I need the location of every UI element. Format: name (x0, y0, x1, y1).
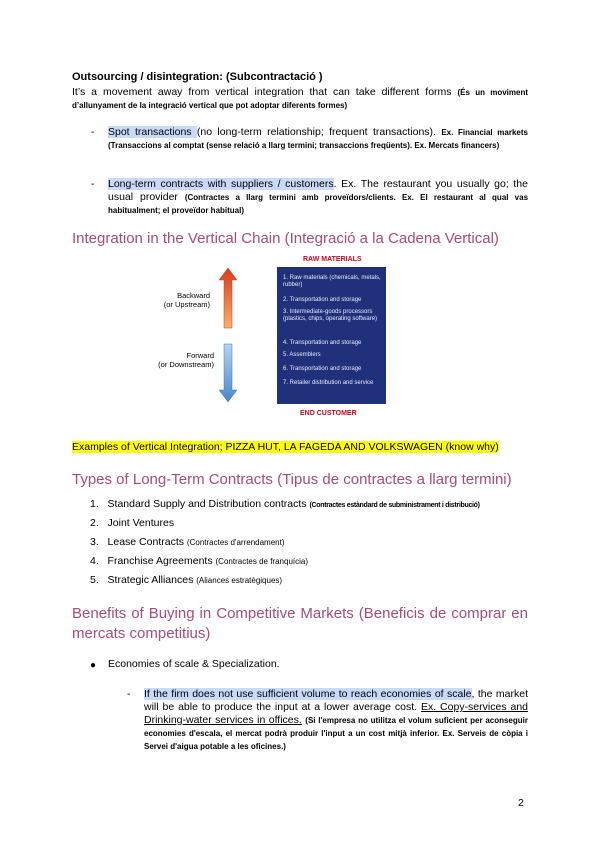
list-number: 1. (90, 498, 99, 510)
bullet-economies-of-scale: Economies of scale & Specialization. (108, 658, 280, 670)
examples-line (72, 441, 499, 453)
bullet-main-text: . Ex. The restaurant you usually go; the usual provider (108, 178, 528, 203)
list-number: 3. (90, 536, 99, 548)
sub-bullet-dash: - (127, 688, 131, 700)
chain-step: 4. Transportation and storage (283, 340, 362, 346)
list-small: (Contractes de franquícia) (215, 557, 309, 566)
list-item (90, 498, 480, 510)
list-label: Lease Contracts (107, 536, 184, 548)
forward-subtitle: (or Downstream) (158, 360, 214, 369)
chain-step: 1. Raw materials (chemicals, metals, rubber) (283, 275, 381, 288)
forward-label (140, 351, 214, 369)
bullet-dash: - (91, 178, 95, 190)
list-label: Standard Supply and Distribution contracts (107, 498, 307, 510)
backward-title: Backward (177, 291, 210, 300)
highlight-economies: If the firm does not use sufficient volume to reach economies of scale (144, 688, 472, 700)
vertical-arrows-graphic (218, 268, 238, 402)
section-heading-outsourcing: Outsourcing / disintegration: (Subcontractació ) (72, 71, 323, 83)
list-item (90, 555, 308, 567)
sub-bullet-paragraph (144, 688, 528, 753)
bullet-small-text: Ex. Financial markets (Transaccions al comptat (sense relació a llarg termini; transaccions freqüents). Ex. Mercats financers) (108, 128, 528, 150)
backward-label (140, 291, 210, 309)
forward-title: Forward (186, 351, 214, 360)
up-arrow-icon (219, 268, 237, 328)
section-heading-benefits: Benefits of Buying in Competitive Markets (Beneficis de comprar en mercats competitius) (72, 605, 528, 642)
sub-small-text: (Si l'empresa no utilitza el volum suficient per aconseguir economies d'escala, el mercat podrà produir l'input a un cost mitjà inferior. Ex. Serveis de còpia i Servei d'aigua potable a les oficines.) (144, 716, 528, 751)
bullet-main-text: (no long-term relationship; frequent transactions). (196, 126, 436, 138)
list-label: Franchise Agreements (107, 555, 213, 567)
intro-small-text: (És un moviment d’allunyament de la integració vertical que pot adoptar diferents formes) (72, 88, 529, 110)
list-small: (Contractes estàndard de subministrament i distribució) (309, 502, 480, 509)
list-small: (Contractes d'arrendament) (186, 538, 285, 547)
chain-step: 7. Retailer distribution and service (283, 380, 374, 386)
chain-step: 5. Assemblers (283, 352, 321, 358)
list-item (90, 536, 285, 548)
examples-highlight: Examples of Vertical Integration; PIZZA HUT, LA FAGEDA AND VOLKSWAGEN (know why) (72, 441, 499, 453)
highlight-long-term-contracts: Long-term contracts with suppliers / customers (108, 178, 334, 190)
intro-paragraph (72, 86, 528, 112)
list-item (90, 574, 282, 586)
down-arrow-icon (219, 344, 237, 402)
bullet-long-term-contracts (108, 178, 528, 217)
chain-step: 6. Transportation and storage (283, 366, 362, 372)
bullet-dash: - (91, 126, 95, 138)
page-number: 2 (518, 797, 524, 809)
bullet-small-text: (Contractes a llarg termini amb proveïdors/clients. Ex. El restaurant al qual vas habitualment; el proveïdor habitual) (108, 193, 529, 215)
end-customer-label: END CUSTOMER (300, 410, 357, 417)
list-label: Strategic Alliances (107, 574, 194, 586)
list-number: 2. (90, 517, 99, 529)
vertical-chain-box (277, 267, 386, 404)
intro-main-text: It’s a movement away from vertical integration that can take different forms (72, 86, 452, 98)
list-label: Joint Ventures (107, 517, 175, 529)
section-heading-vertical-chain: Integration in the Vertical Chain (Integració a la Cadena Vertical) (72, 230, 499, 247)
bullet-dot-icon: ● (90, 660, 97, 671)
highlight-spot-transactions: Spot transactions (108, 126, 197, 138)
chain-step: 3. Intermediate-goods processors (plastics, chips, operating software) (283, 309, 378, 322)
list-number: 5. (90, 574, 99, 586)
backward-subtitle: (or Upstream) (163, 300, 210, 309)
sub-example-underlined: Ex. Copy-services and Drinking-water services in offices. (144, 701, 529, 726)
list-item (90, 517, 174, 529)
list-number: 4. (90, 555, 99, 567)
chain-step: 2. Transportation and storage (283, 297, 362, 303)
list-small: (Aliances estratègiques) (196, 576, 283, 585)
section-heading-contract-types: Types of Long-Term Contracts (Tipus de contractes a llarg termini) (72, 471, 512, 488)
sub-main-text: , the market will be able to produce the input at a lower average cost. (144, 688, 528, 713)
raw-materials-label: RAW MATERIALS (303, 256, 362, 263)
bullet-spot-transactions (108, 126, 528, 152)
